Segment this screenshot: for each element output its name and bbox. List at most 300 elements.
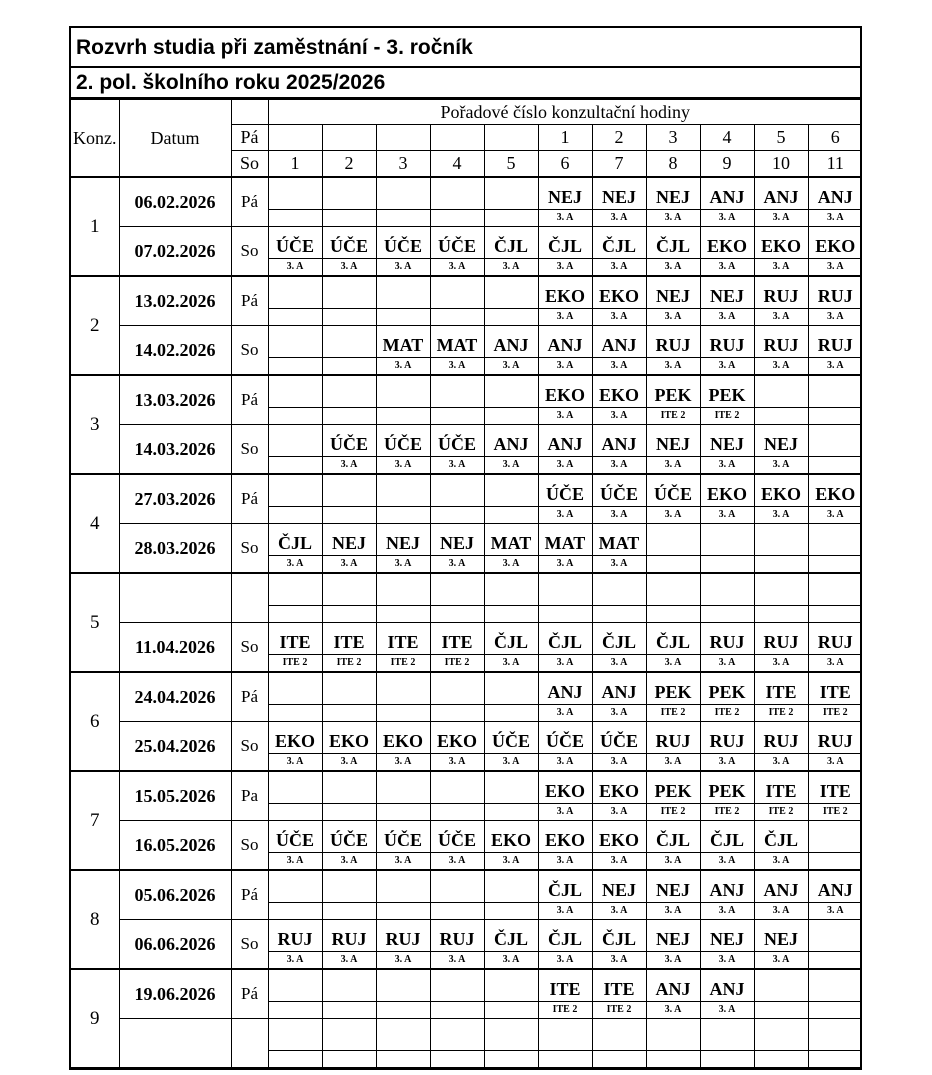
saturday-slot-number: 5 [484,151,538,178]
room-cell: ITE 2 [754,804,808,821]
room-cell [808,556,862,574]
weekday-cell: Pá [231,672,268,722]
date-cell: 07.02.2026 [119,227,231,277]
room-cell: 3. A [646,952,700,970]
subject-cell [430,870,484,903]
subject-cell [484,771,538,804]
room-cell: 3. A [754,952,808,970]
subject-cell: ANJ [646,969,700,1002]
subject-cell [484,474,538,507]
room-cell [484,408,538,425]
subject-cell: RUJ [808,276,862,309]
room-cell: 3. A [592,309,646,326]
subject-cell: EKO [808,227,862,259]
subject-cell: ANJ [700,870,754,903]
subject-cell: ČJL [646,227,700,259]
weekday-cell: So [231,722,268,772]
subject-cell: EKO [484,821,538,853]
room-cell: 3. A [700,507,754,524]
room-cell [754,1002,808,1019]
subject-cell [322,771,376,804]
weekday-cell: So [231,524,268,574]
room-cell [322,705,376,722]
subject-cell [754,375,808,408]
room-cell: 3. A [538,556,592,574]
consultation-number: 4 [71,474,119,573]
subject-cell: EKO [700,227,754,259]
room-cell: 3. A [376,754,430,772]
subject-row [71,771,862,804]
subject-cell [484,573,538,606]
room-cell [808,853,862,871]
subject-cell: EKO [538,276,592,309]
subject-cell [484,375,538,408]
room-cell: 3. A [322,853,376,871]
room-cell: 3. A [592,507,646,524]
subject-cell: ANJ [592,425,646,457]
subject-cell [754,1019,808,1051]
room-cell: 3. A [592,903,646,920]
weekday-cell: Pá [231,969,268,1019]
date-cell [119,1019,231,1068]
subject-cell: RUJ [754,722,808,754]
date-cell: 06.02.2026 [119,177,231,227]
subject-cell [646,1019,700,1051]
room-cell [322,358,376,376]
room-cell: ITE 2 [754,705,808,722]
subject-cell [322,969,376,1002]
room-cell: 3. A [646,210,700,227]
room-cell [430,1002,484,1019]
subject-cell: ANJ [754,870,808,903]
subject-cell: ČJL [268,524,322,556]
friday-slot-number: 3 [646,125,700,151]
room-cell [430,705,484,722]
room-cell [484,903,538,920]
subject-cell [430,276,484,309]
room-cell: 3. A [700,754,754,772]
room-cell: 3. A [538,655,592,673]
subject-cell [430,969,484,1002]
subject-cell [430,177,484,210]
subject-cell: RUJ [268,920,322,952]
subject-cell [268,425,322,457]
subject-cell: MAT [538,524,592,556]
subject-cell [484,969,538,1002]
room-cell: 3. A [592,210,646,227]
subject-cell [376,474,430,507]
room-cell: 3. A [430,358,484,376]
room-cell [430,606,484,623]
subject-cell [808,969,862,1002]
weekday-cell: Pá [231,276,268,326]
room-cell: 3. A [592,358,646,376]
subject-cell: NEJ [700,276,754,309]
subject-cell: ANJ [538,326,592,358]
room-cell: 3. A [538,952,592,970]
room-cell: 3. A [646,457,700,475]
subject-cell [808,375,862,408]
saturday-slot-number: 4 [430,151,484,178]
room-cell [268,457,322,475]
date-cell: 25.04.2026 [119,722,231,772]
subject-cell: NEJ [646,177,700,210]
room-cell: 3. A [592,556,646,574]
subject-cell [484,1019,538,1051]
room-cell: 3. A [592,408,646,425]
subject-cell [322,276,376,309]
room-cell: 3. A [808,309,862,326]
room-cell: ITE 2 [646,804,700,821]
subject-cell [268,326,322,358]
subject-cell: ÚČE [538,474,592,507]
subject-cell [268,375,322,408]
subject-cell [376,771,430,804]
room-cell [322,408,376,425]
subject-row [71,425,862,457]
subject-cell: EKO [754,227,808,259]
room-cell: 3. A [646,903,700,920]
subject-cell: ITE [808,771,862,804]
room-cell [808,606,862,623]
subject-cell: RUJ [808,326,862,358]
subject-cell: ANJ [592,326,646,358]
room-cell [754,408,808,425]
room-cell: 3. A [754,457,808,475]
room-cell: ITE 2 [808,804,862,821]
konz-header: Konz. [71,100,119,178]
room-cell [376,1051,430,1068]
date-cell: 19.06.2026 [119,969,231,1019]
room-cell: 3. A [268,952,322,970]
subject-cell: ČJL [538,920,592,952]
subject-cell [268,474,322,507]
subject-cell: ÚČE [376,227,430,259]
room-cell: 3. A [700,457,754,475]
room-cell [322,1002,376,1019]
room-cell: 3. A [700,853,754,871]
subject-cell [322,672,376,705]
slot-caption: Pořadové číslo konzultační hodiny [268,100,862,125]
room-cell: 3. A [430,259,484,277]
room-cell: 3. A [538,408,592,425]
room-cell: ITE 2 [430,655,484,673]
subject-cell [484,177,538,210]
room-cell: 3. A [592,705,646,722]
weekday-cell: Pá [231,474,268,524]
subject-cell: NEJ [538,177,592,210]
saturday-slot-number: 8 [646,151,700,178]
subject-cell [484,276,538,309]
room-cell: 3. A [376,853,430,871]
room-cell [484,1051,538,1068]
room-cell [754,556,808,574]
subject-cell: ČJL [592,227,646,259]
subject-row [71,672,862,705]
room-cell: 3. A [268,754,322,772]
subject-cell: NEJ [430,524,484,556]
room-cell: 3. A [268,259,322,277]
room-cell: 3. A [322,556,376,574]
subject-cell: ANJ [700,969,754,1002]
room-cell: ITE 2 [700,804,754,821]
subject-cell: RUJ [646,722,700,754]
subject-cell: PEK [646,672,700,705]
weekday-cell: So [231,623,268,673]
weekday-cell: So [231,920,268,970]
room-cell: ITE 2 [700,408,754,425]
subject-cell: NEJ [376,524,430,556]
room-cell: 3. A [538,754,592,772]
room-cell [376,606,430,623]
subject-cell: ČJL [646,821,700,853]
room-cell: 3. A [376,358,430,376]
room-cell: 3. A [646,507,700,524]
subject-cell [808,425,862,457]
subject-cell: ČJL [592,623,646,655]
subject-cell: MAT [592,524,646,556]
room-cell: 3. A [322,754,376,772]
room-cell [430,903,484,920]
subject-cell [376,177,430,210]
subject-cell: ÚČE [268,227,322,259]
consultation-number: 7 [71,771,119,870]
subject-cell [322,573,376,606]
subject-cell [268,771,322,804]
subject-cell [376,375,430,408]
subject-cell [376,969,430,1002]
room-cell: 3. A [646,309,700,326]
subject-cell: NEJ [646,870,700,903]
room-cell: 3. A [538,705,592,722]
subject-cell [754,969,808,1002]
consultation-number: 3 [71,375,119,474]
subject-row [71,227,862,259]
room-cell [808,1051,862,1068]
subject-cell: PEK [646,375,700,408]
subject-cell: ITE [754,771,808,804]
subject-cell: ČJL [484,920,538,952]
room-cell: 3. A [538,210,592,227]
room-cell [700,556,754,574]
room-cell: 3. A [484,853,538,871]
subject-cell: ÚČE [376,425,430,457]
subject-cell: RUJ [376,920,430,952]
room-cell: 3. A [646,259,700,277]
date-cell: 28.03.2026 [119,524,231,574]
subject-cell: EKO [430,722,484,754]
room-cell: 3. A [430,952,484,970]
subject-cell: ČJL [646,623,700,655]
subject-cell: ITE [322,623,376,655]
subject-cell [430,672,484,705]
room-cell: 3. A [484,556,538,574]
room-cell [592,1051,646,1068]
subject-row [71,276,862,309]
room-cell [268,408,322,425]
subject-cell: NEJ [700,920,754,952]
subject-cell: PEK [646,771,700,804]
room-cell: ITE 2 [646,705,700,722]
room-cell: 3. A [538,259,592,277]
subject-cell: ÚČE [430,821,484,853]
date-cell: 24.04.2026 [119,672,231,722]
room-cell [646,556,700,574]
room-cell: 3. A [322,259,376,277]
room-cell: 3. A [592,952,646,970]
room-cell [646,606,700,623]
subject-cell [430,1019,484,1051]
subject-cell: RUJ [322,920,376,952]
subject-row [71,524,862,556]
subject-row [71,870,862,903]
subject-cell [322,1019,376,1051]
saturday-slot-number: 10 [754,151,808,178]
subject-cell: PEK [700,672,754,705]
subject-cell: RUJ [754,326,808,358]
room-cell: 3. A [538,853,592,871]
date-cell: 15.05.2026 [119,771,231,821]
room-cell: 3. A [808,655,862,673]
subject-cell: ČJL [592,920,646,952]
subject-cell: NEJ [646,920,700,952]
consultation-number: 1 [71,177,119,276]
weekday-cell: Pá [231,870,268,920]
room-cell: 3. A [808,358,862,376]
room-cell: 3. A [754,903,808,920]
room-cell [592,606,646,623]
room-cell [646,1051,700,1068]
room-cell [322,309,376,326]
subject-cell: RUJ [754,276,808,309]
room-cell: 3. A [700,259,754,277]
room-cell: 3. A [646,754,700,772]
subject-cell [376,1019,430,1051]
saturday-slot-number: 1 [268,151,322,178]
subject-cell: NEJ [592,177,646,210]
room-cell: 3. A [754,655,808,673]
room-cell [376,903,430,920]
room-cell: 3. A [646,655,700,673]
friday-slot-number: 1 [538,125,592,151]
subject-cell [808,821,862,853]
room-cell [268,804,322,821]
subject-row [71,474,862,507]
room-cell: 3. A [538,309,592,326]
weekday-cell: So [231,821,268,871]
subject-row [71,326,862,358]
subject-row [71,177,862,210]
weekday-cell: So [231,326,268,376]
subject-cell: NEJ [754,425,808,457]
subject-cell: ÚČE [646,474,700,507]
subject-row [71,821,862,853]
date-cell: 13.02.2026 [119,276,231,326]
subject-cell: ANJ [484,425,538,457]
consultation-number: 2 [71,276,119,375]
schedule-sheet [69,26,862,1070]
room-cell [322,210,376,227]
room-cell: 3. A [700,903,754,920]
consultation-number: 8 [71,870,119,969]
subject-cell: ANJ [538,672,592,705]
subject-cell: EKO [592,276,646,309]
subject-cell [322,326,376,358]
room-cell: 3. A [700,1002,754,1019]
subject-row [71,623,862,655]
weekday-cell: Pa [231,771,268,821]
room-cell [376,804,430,821]
room-cell: 3. A [808,507,862,524]
room-cell [322,606,376,623]
subject-cell: EKO [592,821,646,853]
subject-cell: ÚČE [322,425,376,457]
room-cell [376,705,430,722]
subject-cell: ČJL [484,227,538,259]
room-cell [484,507,538,524]
subject-cell: NEJ [646,425,700,457]
room-cell: 3. A [538,804,592,821]
room-cell: ITE 2 [646,408,700,425]
friday-slot-number [430,125,484,151]
subject-cell: ČJL [484,623,538,655]
day-header-blank [231,100,268,125]
subject-cell: ANJ [754,177,808,210]
room-cell [376,1002,430,1019]
subject-cell: ÚČE [484,722,538,754]
saturday-slot-number: 2 [322,151,376,178]
subject-cell [538,573,592,606]
room-cell: 3. A [484,655,538,673]
subject-cell: ANJ [808,177,862,210]
subject-cell: MAT [484,524,538,556]
subject-cell: MAT [430,326,484,358]
room-cell: 3. A [376,259,430,277]
room-cell: ITE 2 [268,655,322,673]
subject-cell: ÚČE [592,722,646,754]
room-cell [268,1051,322,1068]
subject-cell [592,1019,646,1051]
subject-cell [808,1019,862,1051]
subject-cell [592,573,646,606]
subject-cell [808,573,862,606]
room-cell [700,1051,754,1068]
room-cell [808,408,862,425]
room-cell: ITE 2 [376,655,430,673]
subject-cell [268,870,322,903]
room-cell [808,457,862,475]
friday-slot-number: 5 [754,125,808,151]
subject-cell: ÚČE [430,227,484,259]
saturday-slot-number: 7 [592,151,646,178]
room-cell [322,1051,376,1068]
date-cell: 06.06.2026 [119,920,231,970]
room-cell [268,358,322,376]
subject-cell: ČJL [754,821,808,853]
friday-slot-number: 4 [700,125,754,151]
room-cell: 3. A [592,655,646,673]
room-cell [808,952,862,970]
room-cell [322,903,376,920]
room-cell: 3. A [268,853,322,871]
subject-cell: RUJ [430,920,484,952]
room-cell: 3. A [808,903,862,920]
room-cell [430,1051,484,1068]
date-cell: 27.03.2026 [119,474,231,524]
weekday-cell: So [231,227,268,277]
room-cell: 3. A [376,457,430,475]
date-cell: 05.06.2026 [119,870,231,920]
